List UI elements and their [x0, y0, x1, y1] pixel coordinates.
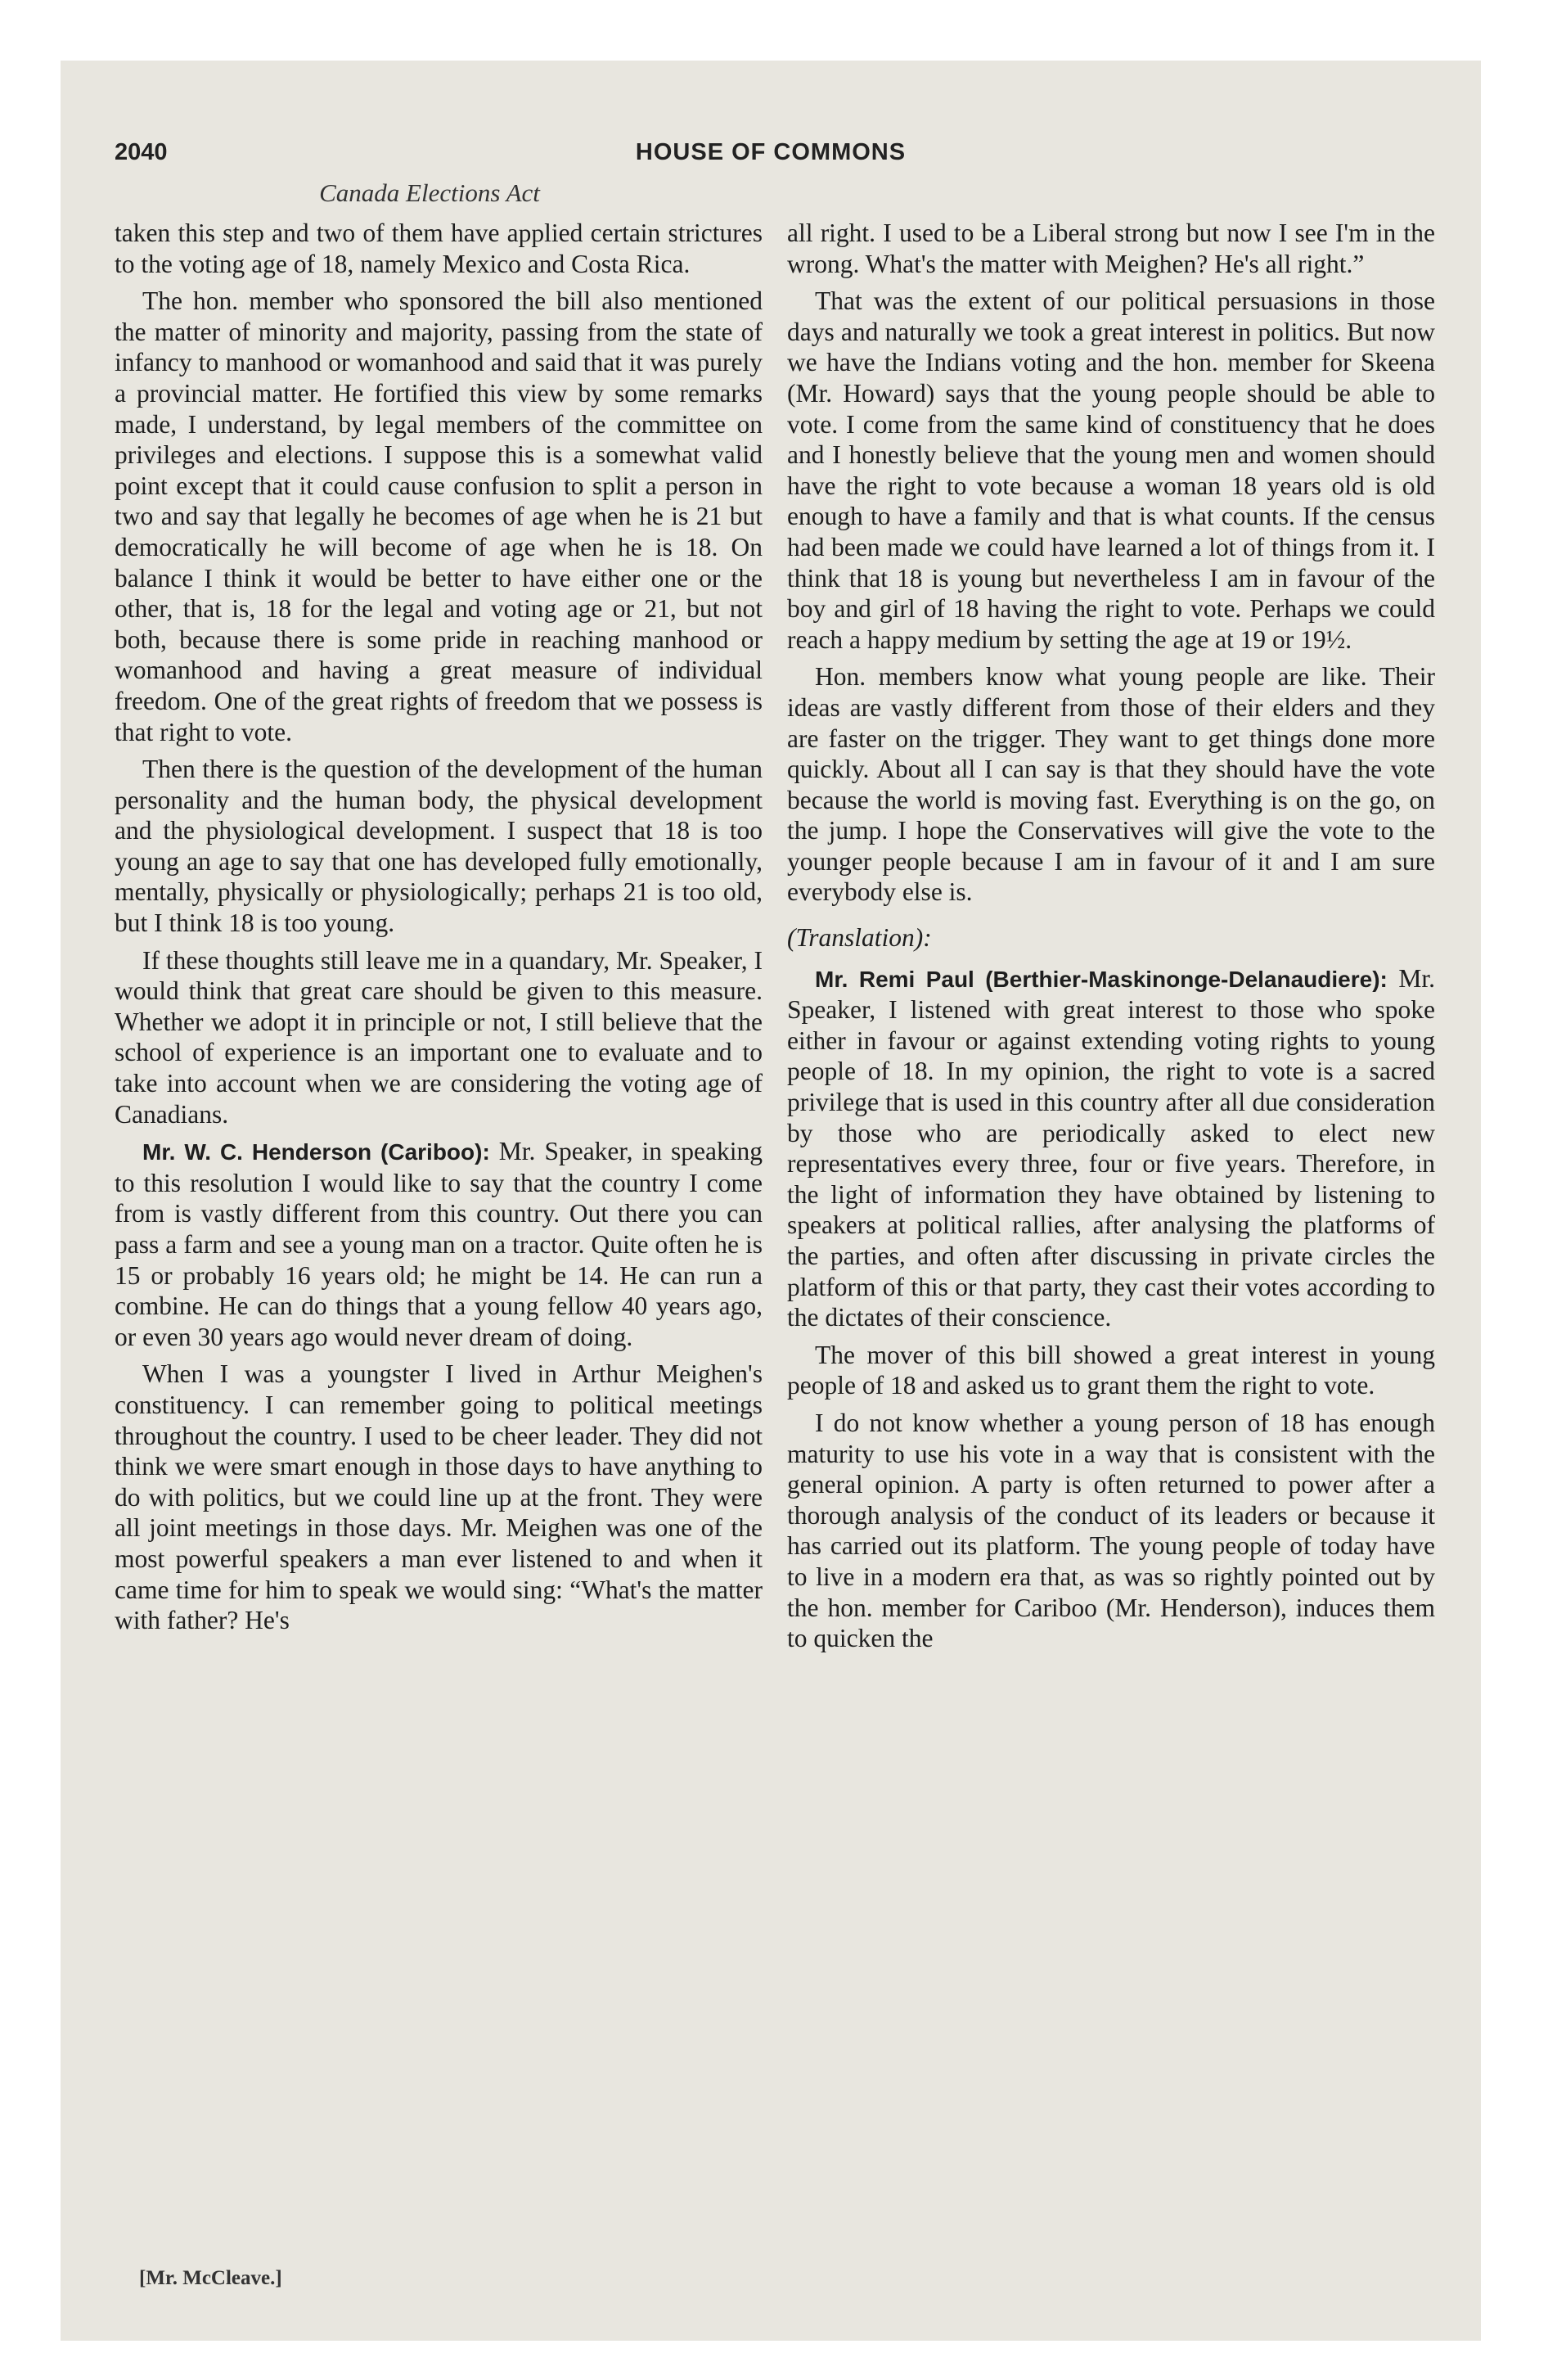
speaker-name: Mr. W. C. Henderson (Cariboo):	[142, 1139, 490, 1165]
footer-speaker-reference: [Mr. McCleave.]	[139, 2267, 282, 2289]
paragraph: all right. I used to be a Liberal strong but now I see I'm in the wrong. What's the matter with Meighen? He's all right.”	[787, 219, 1435, 278]
paragraph: taken this step and two of them have applied certain strictures to the voting age of 18, namely Mexico and Costa Rica.	[115, 219, 763, 278]
paragraph: That was the extent of our political persuasions in those days and naturally we took a great interest in politics. But now we have the Indians voting and the hon. member for Skeena (Mr. Howard) says that the young people should be able to vote. I come from the same kind of constituency that he does and I honestly believe that the young men and women should have the right to vote because a woman 18 years old is old enough to have a family and that is what counts. If the census had been made we could have learned a lot of things from it. I think that 18 is young but nevertheless I am in favour of the boy and girl of 18 having the right to vote. Perhaps we could reach a happy medium by setting the age at 19 or 19½.	[787, 286, 1435, 654]
speech-paragraph	[787, 963, 1435, 1333]
paragraph: The hon. member who sponsored the bill also mentioned the matter of minority and majority, passing from the state of infancy to manhood or womanhood and said that it was purely a provincial matter. He fortified this view by some remarks made, I understand, by legal members of the committee on privileges and elections. I suppose this is a somewhat valid point except that it could cause confusion to split a person in two and say that legally he becomes of age when he is 21 but democratically he will become of age when he is 18. On balance I think it would be better to have either one or the other, that is, 18 for the legal and voting age or 21, but not both, because there is some pride in reaching manhood or womanhood and having a great measure of individual freedom. One of the great rights of freedom that we possess is that right to vote.	[115, 286, 763, 746]
speech-text: Mr. Speaker, in speaking to this resolution I would like to say that the country I come from is vastly different from this country. Out there you can pass a farm and see a young man on a tractor. Quite often he is 15 or probably 16 years old; he might be 14. He can run a combine. He can do things that a young fellow 40 years ago, or even 30 years ago would never dream of doing.	[115, 1137, 763, 1351]
translation-note: (Translation):	[787, 923, 932, 953]
paragraph: When I was a youngster I lived in Arthur Meighen's constituency. I can remember going to political meetings throughout the country. I used to be cheer leader. They did not think we were smart enough in those days to have anything to do with politics, but we could line up at the front. They were all joint meetings in those days. Mr. Meighen was one of the most powerful speakers a man ever listened to and when it came time for him to speak we would sing: “What's the matter with father? He's	[115, 1359, 763, 1635]
section-subhead: Canada Elections Act	[319, 178, 540, 207]
page-number: 2040	[115, 139, 168, 165]
speech-paragraph	[115, 1136, 763, 1352]
speech-text: Mr. Speaker, I listened with great interest to those who spoke either in favour or against extending voting rights to young people of 18. In my opinion, the right to vote is a sacred privilege that is used in this country after all due consideration by those who are periodically asked to elect new representatives every three, four or five years. Therefore, in the light of information they have obtained by listening to speakers at political rallies, after analysing the platforms of the parties, and often after discussing in private circles the platform of this or that party, they cast their votes according to the dictates of their conscience.	[787, 963, 1435, 1332]
paragraph: Hon. members know what young people are like. Their ideas are vastly different from those of their elders and they are faster on the trigger. They want to get things done more quickly. About all I can say is that they should have the vote because the world is moving fast. Everything is on the go, on the jump. I hope the Conservatives will give the vote to the younger people because I am in favour of it and I am sure everybody else is.	[787, 662, 1435, 907]
paragraph: Then there is the question of the development of the human personality and the human body, the physical development and the physiological development. I suspect that 18 is too young an age to say that one has developed fully emotionally, mentally, physically or physiologically; perhaps 21 is too old, but I think 18 is too young.	[115, 755, 763, 938]
left-column	[115, 218, 763, 1643]
page-header	[115, 139, 1427, 178]
paragraph: I do not know whether a young person of 18 has enough maturity to use his vote in a way that is consistent with the general opinion. A party is often returned to power after a thorough analysis of the conduct of its leaders or because it has carried out its platform. The young people of today have to live in a modern era that, as was so rightly pointed out by the hon. member for Cariboo (Mr. Henderson), induces them to quicken the	[787, 1408, 1435, 1653]
paragraph: If these thoughts still leave me in a quandary, Mr. Speaker, I would think that great care should be given to this measure. Whether we adopt it in principle or not, I still believe that the school of experience is an important one to evaluate and to take into account when we are considering the voting age of Canadians.	[115, 945, 763, 1129]
right-column	[787, 218, 1435, 1661]
speaker-name: Mr. Remi Paul (Berthier-Maskinonge-Delanaudiere):	[815, 966, 1388, 992]
paragraph: The mover of this bill showed a great interest in young people of 18 and asked us to grant them the right to vote.	[787, 1340, 1435, 1400]
document-page	[61, 61, 1481, 2341]
running-head: HOUSE OF COMMONS	[635, 139, 907, 165]
